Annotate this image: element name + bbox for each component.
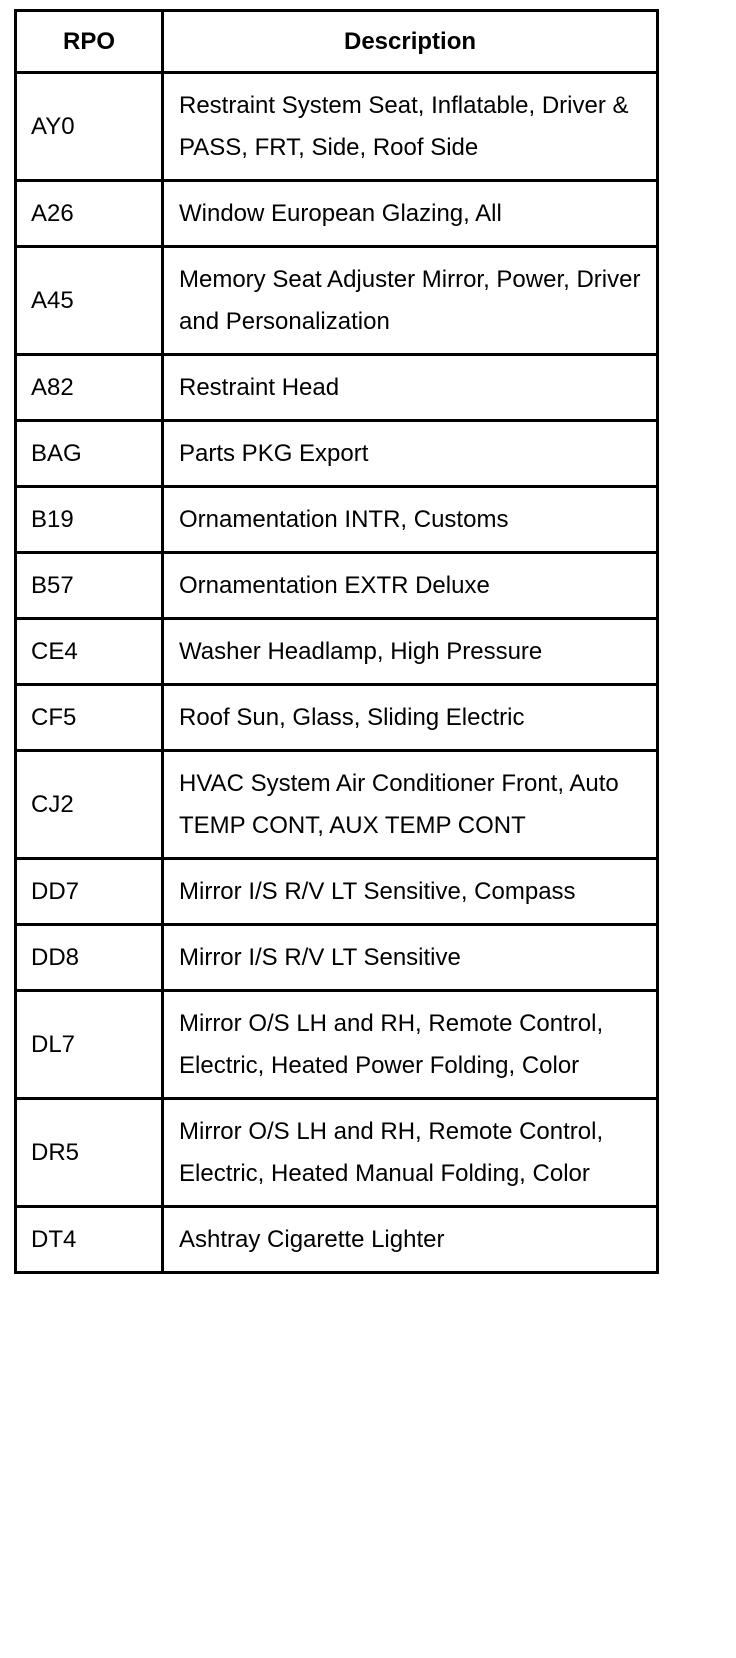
rpo-code-cell: DD8 (16, 925, 163, 991)
description-cell: Parts PKG Export (163, 421, 658, 487)
rpo-code-cell: CF5 (16, 685, 163, 751)
table-row (16, 1099, 658, 1207)
rpo-code-cell: B57 (16, 553, 163, 619)
header-rpo: RPO (16, 11, 163, 73)
description-cell: Ashtray Cigarette Lighter (163, 1207, 658, 1273)
rpo-code-cell: DL7 (16, 991, 163, 1099)
description-cell: Washer Headlamp, High Pressure (163, 619, 658, 685)
table-row (16, 487, 658, 553)
description-cell: Roof Sun, Glass, Sliding Electric (163, 685, 658, 751)
table-row (16, 355, 658, 421)
table-row (16, 553, 658, 619)
description-cell: Mirror I/S R/V LT Sensitive, Compass (163, 859, 658, 925)
table-row (16, 619, 658, 685)
description-cell: Mirror O/S LH and RH, Remote Control, Electric, Heated Power Folding, Color (163, 991, 658, 1099)
rpo-code-cell: A82 (16, 355, 163, 421)
rpo-code-cell: A26 (16, 181, 163, 247)
description-cell: Restraint System Seat, Inflatable, Driver & PASS, FRT, Side, Roof Side (163, 73, 658, 181)
rpo-code-cell: CE4 (16, 619, 163, 685)
table-row (16, 859, 658, 925)
rpo-code-cell: CJ2 (16, 751, 163, 859)
rpo-table (14, 9, 659, 1274)
description-cell: Restraint Head (163, 355, 658, 421)
rpo-code-cell: AY0 (16, 73, 163, 181)
header-description: Description (163, 11, 658, 73)
table-row (16, 1207, 658, 1273)
table-row (16, 925, 658, 991)
rpo-table-container (14, 9, 656, 1274)
rpo-code-cell: DT4 (16, 1207, 163, 1273)
table-row (16, 73, 658, 181)
description-cell: Mirror O/S LH and RH, Remote Control, Electric, Heated Manual Folding, Color (163, 1099, 658, 1207)
table-row (16, 685, 658, 751)
description-cell: Ornamentation INTR, Customs (163, 487, 658, 553)
rpo-code-cell: B19 (16, 487, 163, 553)
description-cell: HVAC System Air Conditioner Front, Auto TEMP CONT, AUX TEMP CONT (163, 751, 658, 859)
rpo-code-cell: BAG (16, 421, 163, 487)
table-row (16, 247, 658, 355)
table-row (16, 991, 658, 1099)
rpo-code-cell: DR5 (16, 1099, 163, 1207)
table-row (16, 751, 658, 859)
description-cell: Mirror I/S R/V LT Sensitive (163, 925, 658, 991)
table-row (16, 421, 658, 487)
rpo-code-cell: A45 (16, 247, 163, 355)
description-cell: Ornamentation EXTR Deluxe (163, 553, 658, 619)
description-cell: Memory Seat Adjuster Mirror, Power, Driver and Personalization (163, 247, 658, 355)
table-row (16, 181, 658, 247)
table-header-row (16, 11, 658, 73)
description-cell: Window European Glazing, All (163, 181, 658, 247)
rpo-code-cell: DD7 (16, 859, 163, 925)
